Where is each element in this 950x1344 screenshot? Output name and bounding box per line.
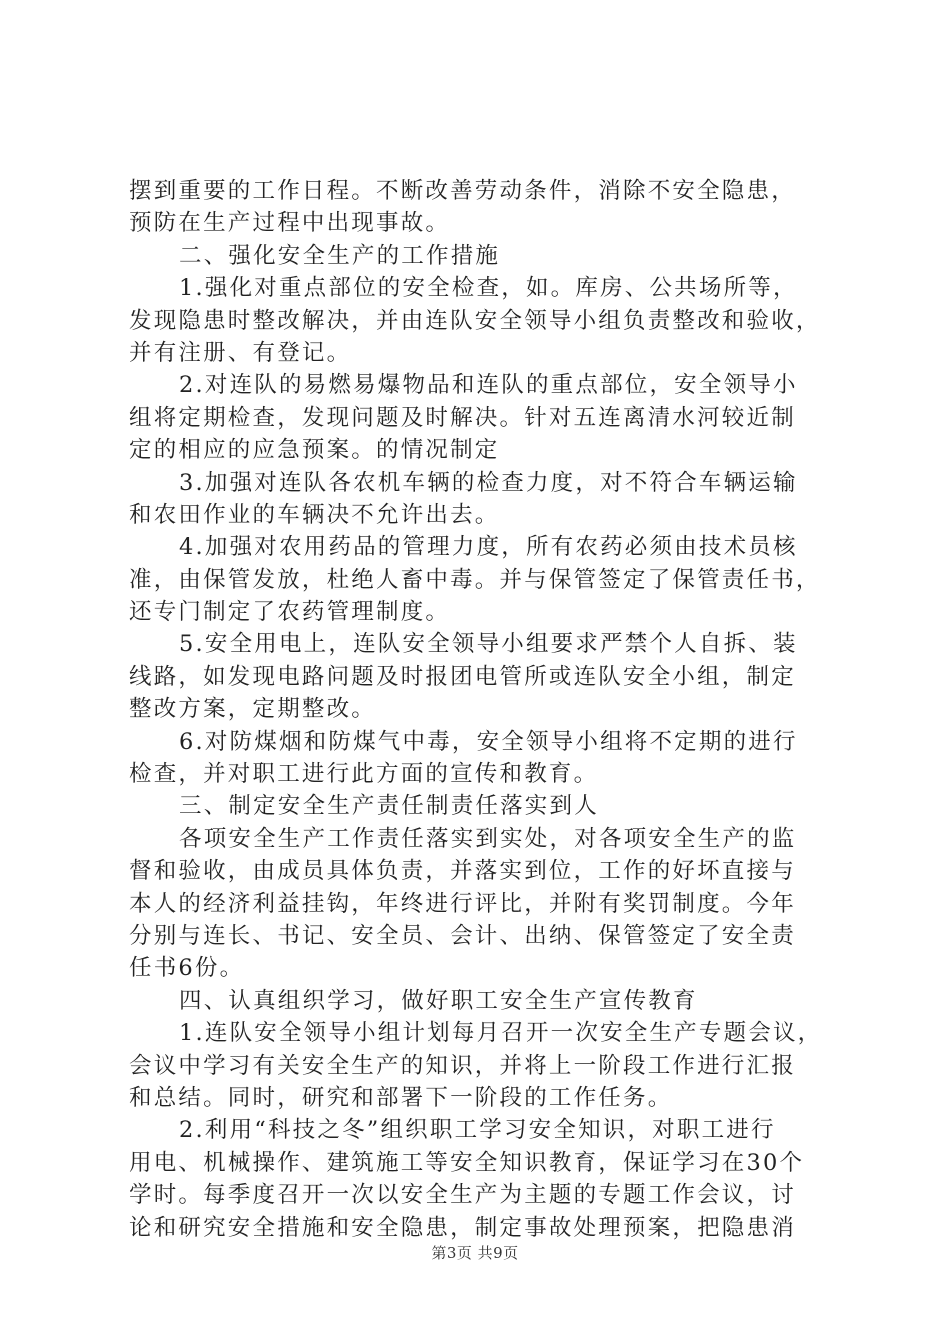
- text-line: 各项安全生产工作责任落实到实处，对各项安全生产的监: [179, 825, 797, 852]
- text-line: 检查，并对职工进行此方面的宣传和教育。: [129, 761, 599, 788]
- text-line: 线路，如发现电路问题及时报团电管所或连队安全小组，制定: [129, 663, 796, 690]
- text-line: 学时。每季度召开一次以安全生产为主题的专题工作会议，讨: [129, 1182, 796, 1209]
- text-line: 分别与连长、书记、安全员、会计、出纳、保管签定了安全责: [129, 922, 796, 949]
- text-line: 2.对连队的易燃易爆物品和连队的重点部位，安全领导小: [179, 372, 798, 399]
- page-footer: 第3页 共9页: [431, 1244, 519, 1262]
- text-line: 2.利用“科技之冬”组织职工学习安全知识，对职工进行: [179, 1117, 776, 1144]
- text-line: 二、强化安全生产的工作措施: [179, 242, 501, 269]
- text-line: 督和验收，由成员具体负责，并落实到位，工作的好坏直接与: [129, 858, 796, 885]
- text-line: 还专门制定了农药管理制度。: [129, 599, 451, 626]
- text-line: 任书6份。: [129, 955, 245, 982]
- text-line: 并有注册、有登记。: [129, 339, 352, 366]
- text-line: 3.加强对连队各农机车辆的检查力度，对不符合车辆运输: [179, 469, 798, 496]
- text-line: 预防在生产过程中出现事故。: [129, 210, 451, 237]
- text-line: 4.加强对农用药品的管理力度，所有农药必须由技术员核: [179, 534, 798, 561]
- text-line: 发现隐患时整改解决，并由连队安全领导小组负责整改和验收，: [129, 307, 821, 334]
- text-line: 定的相应的应急预案。的情况制定: [129, 437, 500, 464]
- text-line: 用电、机械操作、建筑施工等安全知识教育，保证学习在30个: [129, 1149, 805, 1176]
- text-line: 四、认真组织学习，做好职工安全生产宣传教育: [179, 987, 698, 1014]
- text-line: 和总结。同时，研究和部署下一阶段的工作任务。: [129, 1084, 673, 1111]
- text-line: 会议中学习有关安全生产的知识，并将上一阶段工作进行汇报: [129, 1052, 796, 1079]
- text-line: 和农田作业的车辆决不允许出去。: [129, 501, 500, 528]
- text-line: 1.连队安全领导小组计划每月召开一次安全生产专题会议，: [179, 1020, 823, 1047]
- text-line: 5.安全用电上，连队安全领导小组要求严禁个人自拆、装: [179, 631, 798, 658]
- text-line: 整改方案，定期整改。: [129, 696, 377, 723]
- text-line: 准，由保管发放，杜绝人畜中毒。并与保管签定了保管责任书，: [129, 566, 821, 593]
- text-line: 6.对防煤烟和防煤气中毒，安全领导小组将不定期的进行: [179, 728, 798, 755]
- text-line: 论和研究安全措施和安全隐患，制定事故处理预案，把隐患消: [129, 1214, 796, 1241]
- text-line: 摆到重要的工作日程。不断改善劳动条件，消除不安全隐患，: [129, 178, 796, 204]
- text-line: 三、制定安全生产责任制责任落实到人: [179, 793, 599, 820]
- document-body: [129, 175, 829, 1244]
- text-line: 1.强化对重点部位的安全检查，如。库房、公共场所等，: [179, 275, 798, 302]
- text-line: 本人的经济利益挂钩，年终进行评比，并附有奖罚制度。今年: [129, 890, 796, 917]
- text-line: 组将定期检查，发现问题及时解决。针对五连离清水河较近制: [129, 404, 796, 431]
